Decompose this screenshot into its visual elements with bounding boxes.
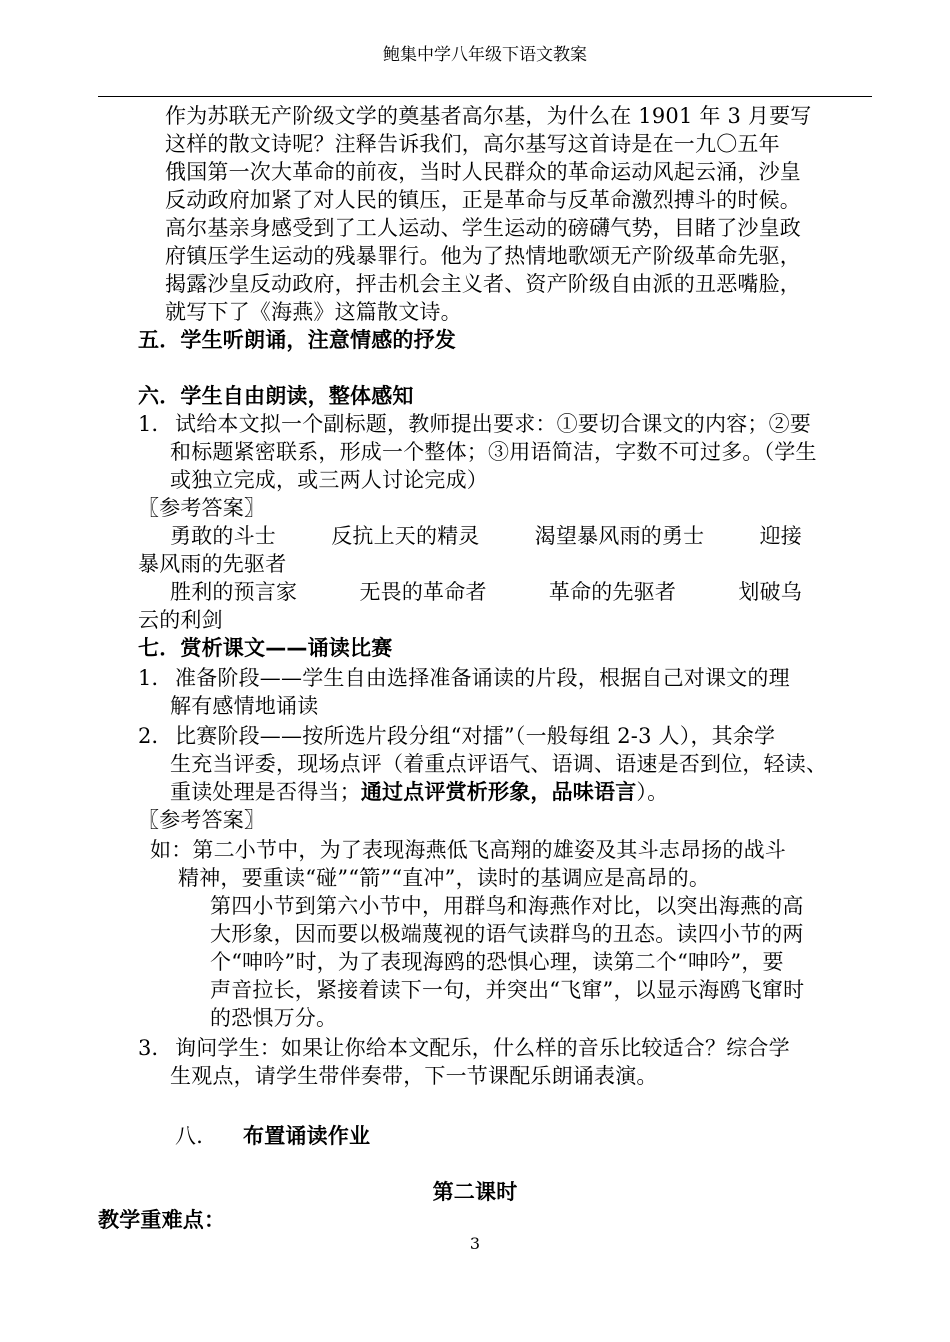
section-7-item-1-number: 1． (138, 666, 173, 690)
item-2-line-3-bold: 通过点评赏析形象，品味语言 (360, 780, 637, 804)
section-7-item-2-line-3 (170, 778, 668, 806)
subtitle-answers-row-2-wrap: 云的利剑 (138, 608, 223, 632)
item-2-line-3-end: ）。 (636, 780, 669, 804)
section-6-answer-label: 〖参考答案〗 (138, 496, 266, 520)
answer-item: 渴望暴风雨的勇士 (534, 524, 705, 548)
page-header: 鲍集中学八年级下语文教案 (383, 45, 587, 65)
section-6-heading: 六．学生自由朗读，整体感知 (138, 384, 414, 408)
section-7-item-3-number: 3． (138, 1036, 173, 1060)
example-2-line-4: 声音拉长，紧接着读下一句，并突出“飞窜”，以显示海鸥飞窜时 (210, 978, 805, 1002)
answer-item: 胜利的预言家 (170, 580, 298, 604)
section-7-item-2-number: 2． (138, 724, 173, 748)
key-points-label: 教学重难点： (98, 1208, 226, 1232)
section-7-item-3-line-2: 生观点，请学生带伴奏带，下一节课配乐朗诵表演。 (170, 1064, 658, 1088)
subtitle-answers-row-1 (170, 522, 802, 550)
section-5-heading: 五．学生听朗诵，注意情感的抒发 (138, 328, 456, 352)
example-2-line-1: 第四小节到第六小节中，用群鸟和海燕作对比，以突出海燕的高 (210, 894, 804, 918)
intro-line-8: 就写下了《海燕》这篇散文诗。 (165, 300, 462, 324)
lesson-2-title: 第二课时 (432, 1180, 518, 1204)
example-line-2: 精神，要重读“碰”“箭”“直冲”，读时的基调应是高昂的。 (178, 866, 711, 890)
answer-item: 迎接 (759, 524, 802, 548)
intro-line-2: 这样的散文诗呢？注释告诉我们，高尔基写这首诗是在一九〇五年 (165, 132, 780, 156)
subtitle-answers-row-2 (170, 578, 802, 606)
answer-item: 反抗上天的精灵 (331, 524, 480, 548)
example-line-1: 如：第二小节中，为了表现海燕低飞高翔的雄姿及其斗志昂扬的战斗 (150, 838, 786, 862)
item-2-line-3-plain: 重读处理是否得当； (170, 780, 361, 804)
section-7-heading: 七．赏析课文——诵读比赛 (138, 636, 393, 660)
section-7-item-1-line-2: 解有感情地诵读 (170, 694, 319, 718)
section-8-number: 八． (175, 1124, 218, 1148)
answer-item: 革命的先驱者 (548, 580, 677, 604)
header-rule (98, 96, 872, 97)
intro-line-7: 揭露沙皇反动政府，抨击机会主义者、资产阶级自由派的丑恶嘴脸， (165, 272, 801, 296)
example-2-line-3: 个“呻吟”时，为了表现海鸥的恐惧心理，读第二个“呻吟”，要 (210, 950, 784, 974)
intro-line-4: 反动政府加紧了对人民的镇压，正是革命与反革命激烈搏斗的时候。 (165, 188, 801, 212)
section-6-item-1-line-2: 和标题紧密联系，形成一个整体；③用语简洁，字数不可过多。（学生 (170, 440, 817, 464)
section-7-answer-label: 〖参考答案〗 (138, 808, 266, 832)
section-7-item-3-line-1: 询问学生：如果让你给本文配乐，什么样的音乐比较适合？综合学 (175, 1036, 790, 1060)
answer-item: 勇敢的斗士 (170, 524, 276, 548)
section-6-item-1-line-1: 试给本文拟一个副标题，教师提出要求：①要切合课文的内容；②要 (175, 412, 811, 436)
intro-line-6: 府镇压学生运动的残暴罪行。他为了热情地歌颂无产阶级革命先驱， (165, 244, 801, 268)
intro-line-5: 高尔基亲身感受到了工人运动、学生运动的磅礴气势，目睹了沙皇政 (165, 216, 801, 240)
section-6-item-1-number: 1． (138, 412, 173, 436)
intro-line-3: 俄国第一次大革命的前夜，当时人民群众的革命运动风起云涌，沙皇 (165, 160, 801, 184)
section-6-item-1-line-3: 或独立完成，或三两人讨论完成） (170, 468, 488, 492)
answer-item: 无畏的革命者 (359, 580, 487, 604)
example-2-line-2: 大形象，因而要以极端蔑视的语气读群鸟的丑态。读四小节的两 (210, 922, 804, 946)
intro-line-1: 作为苏联无产阶级文学的奠基者高尔基，为什么在 1901 年 3 月要写 (165, 104, 812, 128)
example-2-line-5: 的恐惧万分。 (210, 1006, 338, 1030)
page-number: 3 (469, 1234, 481, 1253)
section-7-item-1-line-1: 准备阶段——学生自由选择准备诵读的片段，根据自己对课文的理 (175, 666, 790, 690)
section-7-item-2-line-1: 比赛阶段——按所选片段分组“对擂”（一般每组 2-3 人），其余学 (175, 724, 776, 748)
answer-item: 划破乌 (738, 580, 802, 604)
section-8-heading: 布置诵读作业 (243, 1124, 371, 1148)
subtitle-answers-row-1-wrap: 暴风雨的先驱者 (138, 552, 287, 576)
section-7-item-2-line-2: 生充当评委，现场点评（着重点评语气、语调、语速是否到位，轻读、 (170, 752, 828, 776)
